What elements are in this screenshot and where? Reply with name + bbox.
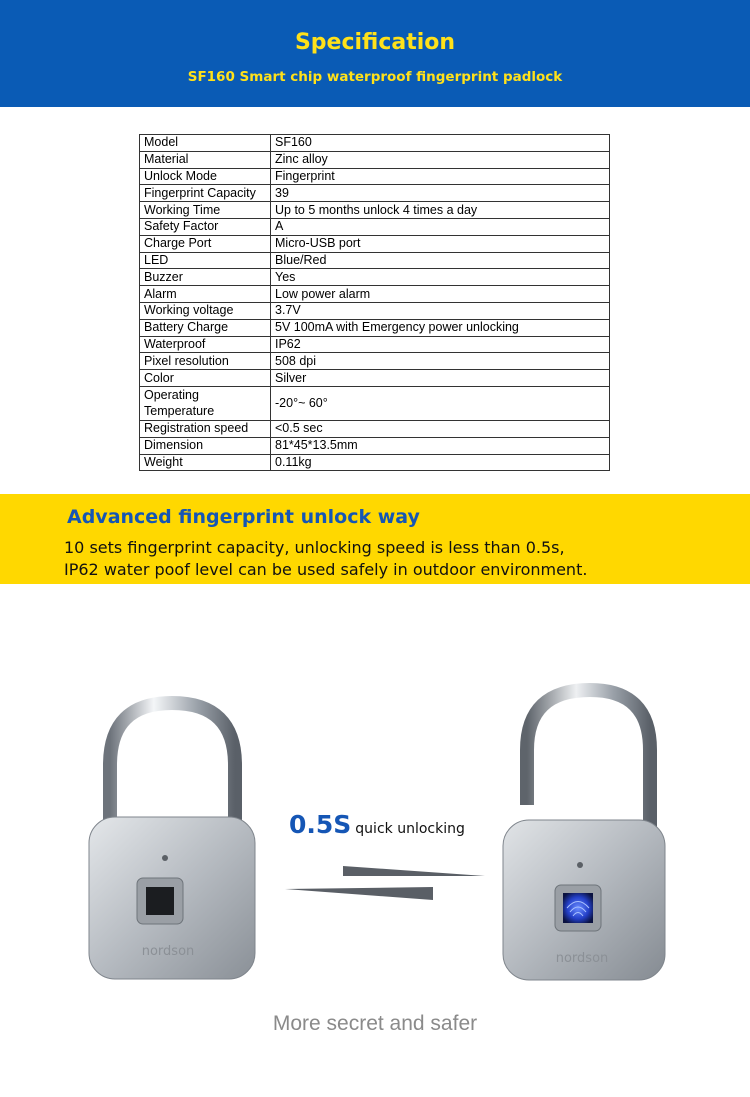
spec-key: Fingerprint Capacity <box>140 185 271 202</box>
banner-title: Advanced fingerprint unlock way <box>67 506 420 528</box>
spec-row <box>140 420 610 437</box>
spec-key: Registration speed <box>140 420 271 437</box>
spec-value: IP62 <box>271 336 610 353</box>
spec-key: Model <box>140 135 271 152</box>
spec-row <box>140 185 610 202</box>
spec-row <box>140 269 610 286</box>
spec-key: Material <box>140 151 271 168</box>
spec-row <box>140 235 610 252</box>
spec-value: -20°~ 60° <box>271 386 610 420</box>
spec-row <box>140 370 610 387</box>
speed-callout <box>289 810 465 839</box>
spec-row <box>140 202 610 219</box>
spec-value: Yes <box>271 269 610 286</box>
spec-value: 81*45*13.5mm <box>271 437 610 454</box>
spec-value: 39 <box>271 185 610 202</box>
padlock-locked-image <box>85 695 260 985</box>
spec-value: Fingerprint <box>271 168 610 185</box>
spec-row <box>140 319 610 336</box>
spec-row <box>140 252 610 269</box>
page-title: Specification <box>294 30 456 55</box>
spec-key: Dimension <box>140 437 271 454</box>
padlock-unlocked-image <box>495 680 675 985</box>
spec-value: 3.7V <box>271 302 610 319</box>
spec-value: Zinc alloy <box>271 151 610 168</box>
spec-row <box>140 302 610 319</box>
spec-value: A <box>271 218 610 235</box>
spec-key: Unlock Mode <box>140 168 271 185</box>
spec-value: Blue/Red <box>271 252 610 269</box>
spec-row <box>140 151 610 168</box>
speed-label: quick unlocking <box>355 821 465 837</box>
spec-key: Operating Temperature <box>140 386 271 420</box>
spec-key: Alarm <box>140 286 271 303</box>
spec-key: Waterproof <box>140 336 271 353</box>
speed-value: 0.5S <box>289 810 352 839</box>
spec-row <box>140 353 610 370</box>
spec-key: Working voltage <box>140 302 271 319</box>
exchange-arrows-icon <box>283 862 488 902</box>
spec-key: Pixel resolution <box>140 353 271 370</box>
brand-logo-right: nordson <box>555 951 609 966</box>
spec-row <box>140 168 610 185</box>
spec-row <box>140 437 610 454</box>
specification-header <box>0 0 750 107</box>
spec-row <box>140 218 610 235</box>
spec-value: Low power alarm <box>271 286 610 303</box>
spec-row <box>140 336 610 353</box>
spec-row <box>140 386 610 420</box>
tagline: More secret and safer <box>272 1012 478 1035</box>
brand-logo-left: nordson <box>141 944 195 959</box>
spec-table <box>139 134 610 471</box>
spec-row <box>140 135 610 152</box>
spec-key: Color <box>140 370 271 387</box>
spec-value: Up to 5 months unlock 4 times a day <box>271 202 610 219</box>
spec-row <box>140 286 610 303</box>
spec-value: 5V 100mA with Emergency power unlocking <box>271 319 610 336</box>
spec-row <box>140 454 610 471</box>
banner-line-1: 10 sets fingerprint capacity, unlocking speed is less than 0.5s, <box>64 538 565 557</box>
spec-key: Weight <box>140 454 271 471</box>
feature-banner <box>0 494 750 584</box>
spec-key: Working Time <box>140 202 271 219</box>
spec-value: Silver <box>271 370 610 387</box>
spec-key: LED <box>140 252 271 269</box>
spec-value: 0.11kg <box>271 454 610 471</box>
spec-key: Safety Factor <box>140 218 271 235</box>
banner-line-2: IP62 water poof level can be used safely in outdoor environment. <box>64 560 588 579</box>
spec-key: Charge Port <box>140 235 271 252</box>
spec-key: Buzzer <box>140 269 271 286</box>
spec-value: SF160 <box>271 135 610 152</box>
spec-value: <0.5 sec <box>271 420 610 437</box>
spec-value: 508 dpi <box>271 353 610 370</box>
spec-value: Micro-USB port <box>271 235 610 252</box>
page-subtitle: SF160 Smart chip waterproof fingerprint padlock <box>187 69 563 85</box>
spec-key: Battery Charge <box>140 319 271 336</box>
